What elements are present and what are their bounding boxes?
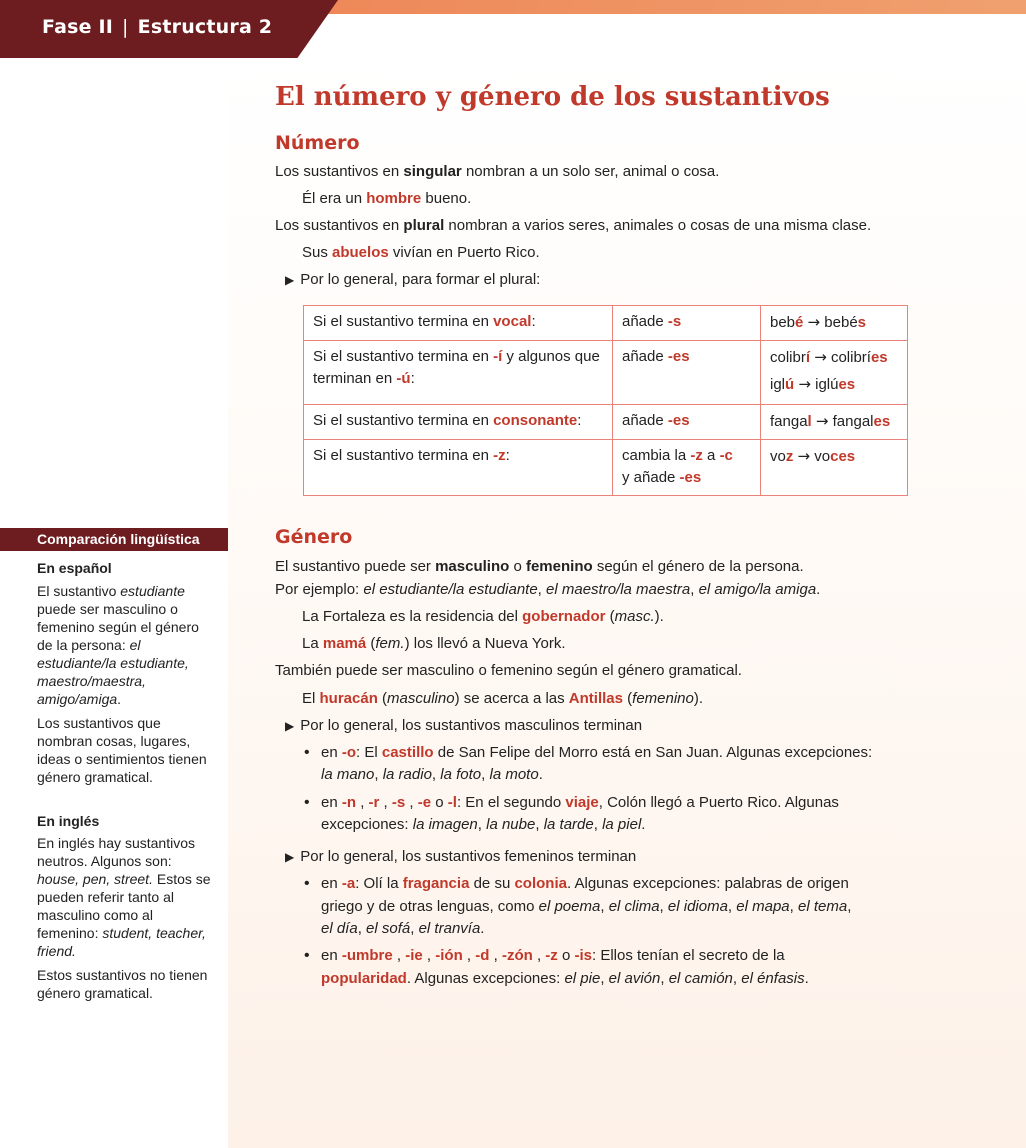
text: en: [321, 875, 342, 892]
text: ,: [789, 898, 798, 915]
triangle-bullet-icon: ▶: [285, 850, 295, 864]
sidebar-header-label: Comparación lingüística: [37, 531, 200, 547]
text: ,: [532, 947, 546, 964]
text: ,: [356, 794, 369, 811]
text: Los sustantivos en: [275, 217, 404, 234]
text: ,: [477, 816, 487, 833]
highlight-word: Antillas: [568, 690, 623, 707]
highlight: -es: [679, 469, 702, 486]
triangle-bullet-icon: ▶: [285, 719, 295, 733]
table-cell-rule: [304, 405, 613, 440]
text: .: [804, 970, 809, 987]
bullet-dot-icon: •: [304, 744, 310, 761]
text: .: [641, 816, 646, 833]
highlight: -umbre: [341, 947, 393, 964]
text: :: [505, 447, 510, 464]
text: ,: [690, 581, 699, 598]
text: : Ellos tenían el secreto de la: [592, 947, 785, 964]
text: Si el sustantivo termina en: [313, 447, 494, 464]
italic-text: el énfasis: [741, 970, 805, 987]
feminine-a-line2: [321, 896, 851, 918]
table-cell-rule: [304, 341, 613, 405]
text: Por lo general, los sustantivos masculinos terminan: [300, 717, 643, 734]
genero-heading: Género: [275, 526, 353, 548]
text: Él era un: [302, 190, 367, 207]
text: vo: [770, 448, 786, 465]
table-row: [304, 306, 908, 341]
italic-text: el amigo/la amiga: [698, 581, 817, 598]
text: en: [321, 744, 342, 761]
text: en: [321, 947, 342, 964]
highlight: l: [807, 413, 812, 430]
text: ).: [654, 608, 664, 625]
feminine-bullet: [285, 846, 636, 868]
text: ,: [537, 581, 547, 598]
highlight: -e: [417, 794, 432, 811]
masculine-bullet: [285, 715, 642, 737]
italic-text: fem.: [375, 635, 405, 652]
highlight: -ú: [396, 370, 411, 387]
text: En inglés hay sustantivos neutros. Algunos son:: [37, 835, 195, 869]
highlight: -c: [719, 447, 733, 464]
sidebar-es-paragraph-1: [37, 582, 217, 708]
text: El: [302, 690, 320, 707]
plural-rules-table: [303, 305, 908, 496]
bullet-dot-icon: •: [304, 947, 310, 964]
text: ,: [379, 794, 392, 811]
text: o: [509, 558, 526, 575]
highlight: -ión: [435, 947, 463, 964]
arrow-right-icon: →: [814, 348, 827, 366]
table-cell-action: [613, 341, 761, 405]
highlight: -n: [341, 794, 357, 811]
text: Por ejemplo:: [275, 581, 364, 598]
plural-example: [302, 242, 540, 264]
italic-text: el clima: [608, 898, 660, 915]
italic-text: el camión: [668, 970, 733, 987]
highlight: vocal: [493, 313, 532, 330]
text: Si el sustantivo termina en: [313, 313, 494, 330]
structure-label: Estructura 2: [137, 16, 273, 38]
text: : En el segundo: [456, 794, 566, 811]
italic-text: el idioma: [667, 898, 728, 915]
text: ,: [847, 898, 852, 915]
italic-text: femenino: [632, 690, 694, 707]
text: beb: [770, 314, 796, 331]
text: y algunos que terminan en: [313, 348, 600, 387]
italic-text: el sofá: [366, 920, 411, 937]
text: añade: [622, 412, 668, 429]
genero-example-1: [302, 606, 664, 628]
text: . Algunas excepciones:: [406, 970, 565, 987]
text: ) se acerca a las: [454, 690, 569, 707]
italic-text: el tranvía: [418, 920, 481, 937]
text: excepciones:: [321, 816, 413, 833]
feminine-suffix-line1: [321, 945, 785, 967]
table-cell-action: [613, 405, 761, 440]
text: vivían en Puerto Rico.: [388, 244, 540, 261]
bullet-dot-icon: •: [304, 794, 310, 811]
text: ,: [600, 898, 609, 915]
text: bueno.: [421, 190, 472, 207]
highlight-word: fragancia: [402, 875, 470, 892]
page-title: El número y género de los sustantivos: [275, 82, 830, 112]
highlight: -o: [341, 744, 357, 761]
text: (: [622, 690, 633, 707]
italic-text: el estudiante/la estudiante, maestro/maestra, amigo/amiga: [37, 637, 189, 707]
highlight: es: [873, 413, 891, 430]
text: a: [702, 447, 720, 464]
text: , Colón llegó a Puerto Rico. Algunas: [598, 794, 839, 811]
text: iglú: [815, 376, 839, 393]
text: .: [538, 766, 543, 783]
text: ).: [693, 690, 704, 707]
text: puede ser masculino o femenino según el género de la persona:: [37, 601, 199, 653]
text: bebé: [824, 314, 858, 331]
text: ,: [660, 970, 669, 987]
highlight: -r: [368, 794, 380, 811]
masculine-consonant-line1: [321, 792, 839, 814]
italic-text: la radio: [382, 766, 432, 783]
highlight: -es: [667, 348, 690, 365]
highlight: -z: [690, 447, 703, 464]
genero-gramatical: También puede ser masculino o femenino según el género gramatical.: [275, 662, 742, 679]
text: .: [816, 581, 821, 598]
masculine-o-line2: [321, 764, 543, 786]
text: ,: [410, 920, 419, 937]
italic-text: el día: [321, 920, 358, 937]
text: El sustantivo: [37, 583, 121, 599]
highlight: -d: [475, 947, 490, 964]
highlight: es: [838, 376, 856, 393]
text: igl: [770, 376, 786, 393]
highlight: -is: [574, 947, 592, 964]
text: ,: [374, 766, 383, 783]
text: :: [410, 370, 415, 387]
sidebar-es-paragraph-2: Los sustantivos que nombran cosas, lugares, ideas o sentimientos tienen género gramatical.: [37, 715, 207, 785]
italic-text: el mapa: [736, 898, 790, 915]
text: ,: [462, 947, 476, 964]
text: :: [531, 313, 536, 330]
term-plural: plural: [403, 217, 445, 234]
singular-example: [302, 188, 471, 210]
highlight-word: viaje: [565, 794, 599, 811]
text: nombran a un solo ser, animal o cosa.: [461, 163, 720, 180]
text: ,: [489, 947, 502, 964]
text: : Olí la: [355, 875, 403, 892]
sidebar-es-heading: En español: [37, 560, 112, 576]
text: La: [302, 635, 323, 652]
text: ,: [392, 947, 406, 964]
table-cell-action: [613, 306, 761, 341]
singular-definition: [275, 161, 719, 183]
text: .: [480, 920, 485, 937]
text: o: [431, 794, 448, 811]
text: .: [117, 691, 122, 707]
table-row: [304, 440, 908, 496]
feminine-suffix-line2: [321, 968, 809, 990]
genero-example-2: [302, 633, 566, 655]
sidebar-header: [0, 528, 228, 551]
text: ,: [405, 794, 418, 811]
highlight: s: [857, 314, 867, 331]
text: y añade: [622, 469, 680, 486]
text: Si el sustantivo termina en: [313, 412, 494, 429]
highlight: -s: [391, 794, 406, 811]
text: de San Felipe del Morro está en San Juan. Algunas excepciones:: [433, 744, 873, 761]
highlight-word: colonia: [514, 875, 567, 892]
highlight: -í: [493, 348, 503, 365]
text: ,: [431, 766, 441, 783]
highlight: -zón: [501, 947, 533, 964]
text: fanga: [770, 413, 808, 430]
masculine-o-line1: [321, 742, 872, 764]
highlight: -a: [341, 875, 356, 892]
italic-text: masculino: [387, 690, 455, 707]
header-separator: |: [122, 16, 129, 38]
highlight: es: [870, 349, 888, 366]
highlight: ú: [785, 376, 795, 393]
example-line: [770, 344, 898, 371]
text: : El: [356, 744, 382, 761]
italic-text: la tarde: [543, 816, 594, 833]
text: (: [377, 690, 388, 707]
text: cambia la: [622, 447, 691, 464]
italic-text: el avión: [608, 970, 661, 987]
highlight-word: mamá: [322, 635, 367, 652]
highlight: í: [805, 349, 811, 366]
text: nombran a varios seres, animales o cosas de una misma clase.: [444, 217, 872, 234]
text: Los sustantivos en: [275, 163, 404, 180]
arrow-right-icon: →: [798, 375, 811, 393]
text: griego y de otras lenguas, como: [321, 898, 539, 915]
italic-text: el pie: [564, 970, 601, 987]
text: (: [366, 635, 376, 652]
italic-text: el poema: [538, 898, 601, 915]
text: ,: [357, 920, 367, 937]
text: según el género de la persona.: [592, 558, 804, 575]
highlight-word: popularidad: [321, 970, 407, 987]
text: ,: [732, 970, 742, 987]
text: ,: [593, 816, 603, 833]
highlight-word: huracán: [319, 690, 378, 707]
italic-text: el maestro/la maestra: [546, 581, 691, 598]
highlight: z: [785, 448, 794, 465]
table-cell-example: [761, 341, 908, 405]
highlight: -ie: [405, 947, 423, 964]
italic-text: house, pen, street.: [37, 871, 153, 887]
text: La Fortaleza es la residencia del: [302, 608, 523, 625]
text: (: [605, 608, 615, 625]
masculine-consonant-line2: [321, 814, 645, 836]
table-cell-example: [761, 306, 908, 341]
term-femenino: femenino: [525, 558, 593, 575]
table-cell-example: [761, 405, 908, 440]
arrow-right-icon: →: [797, 447, 811, 465]
table-row: [304, 405, 908, 440]
table-cell-rule: [304, 306, 613, 341]
highlight: é: [795, 314, 804, 331]
highlight: -z: [493, 447, 506, 464]
highlight-word: abuelos: [332, 244, 389, 261]
text: vo: [814, 448, 831, 465]
italic-text: la piel: [602, 816, 642, 833]
arrow-right-icon: →: [815, 412, 829, 430]
text: :: [577, 412, 582, 429]
text: o: [557, 947, 575, 964]
text: fangal: [832, 413, 874, 430]
text: colibrí: [830, 349, 871, 366]
plural-rule-bullet: [285, 269, 540, 291]
feminine-a-line3: [321, 918, 484, 940]
highlight: -es: [667, 412, 690, 429]
highlight: consonante: [493, 412, 578, 429]
table-row: [304, 341, 908, 405]
text: ,: [481, 766, 490, 783]
italic-text: la moto: [489, 766, 539, 783]
example-line: [770, 371, 898, 398]
highlight-word: hombre: [366, 190, 422, 207]
text: Sus: [302, 244, 333, 261]
sidebar-en-paragraph-2: Estos sustantivos no tienen género gramatical.: [37, 967, 208, 1001]
italic-text: el tema: [797, 898, 848, 915]
italic-text: la mano: [321, 766, 375, 783]
italic-text: la nube: [486, 816, 536, 833]
header-title: [42, 16, 272, 38]
text: Por lo general, los sustantivos femeninos terminan: [300, 848, 637, 865]
numero-heading: Número: [275, 132, 360, 154]
sidebar-en-heading: En inglés: [37, 813, 100, 829]
highlight-word: gobernador: [522, 608, 606, 625]
term-singular: singular: [403, 163, 462, 180]
highlight: -z: [545, 947, 558, 964]
table-cell-example: [761, 440, 908, 496]
italic-text: la foto: [440, 766, 482, 783]
highlight: ces: [830, 448, 856, 465]
text: Estos se pueden referir tanto al masculino como al femenino:: [37, 871, 211, 941]
sidebar-en-paragraph-1: [37, 834, 217, 960]
text: El sustantivo puede ser: [275, 558, 436, 575]
phase-label: Fase II: [42, 16, 114, 38]
triangle-bullet-icon: ▶: [285, 273, 295, 287]
italic-text: student, teacher, friend.: [37, 925, 206, 959]
text: Por lo general, para formar el plural:: [300, 271, 541, 288]
text: ,: [659, 898, 668, 915]
text: ,: [727, 898, 737, 915]
text: de su: [469, 875, 515, 892]
genero-example-list: [275, 579, 820, 601]
genero-example-3: [302, 688, 703, 710]
italic-text: estudiante: [120, 583, 185, 599]
table-cell-action: [613, 440, 761, 496]
text: ,: [422, 947, 436, 964]
text: colibr: [770, 349, 806, 366]
text: añade: [622, 348, 668, 365]
text: ,: [600, 970, 609, 987]
highlight: -l: [447, 794, 457, 811]
text: en: [321, 794, 342, 811]
italic-text: masc.: [614, 608, 655, 625]
text: Si el sustantivo termina en: [313, 348, 494, 365]
highlight: -s: [667, 313, 682, 330]
plural-definition: [275, 215, 871, 237]
text: . Algunas excepciones: palabras de origen: [566, 875, 849, 892]
term-masculino: masculino: [435, 558, 510, 575]
text: ) los llevó a Nueva York.: [404, 635, 566, 652]
table-cell-rule: [304, 440, 613, 496]
italic-text: la imagen: [412, 816, 478, 833]
text: ,: [535, 816, 544, 833]
bullet-dot-icon: •: [304, 875, 310, 892]
italic-text: el estudiante/la estudiante: [363, 581, 538, 598]
genero-intro: [275, 556, 804, 578]
highlight-word: castillo: [381, 744, 434, 761]
feminine-a-line1: [321, 873, 849, 895]
arrow-right-icon: →: [807, 313, 821, 331]
text: añade: [622, 313, 668, 330]
